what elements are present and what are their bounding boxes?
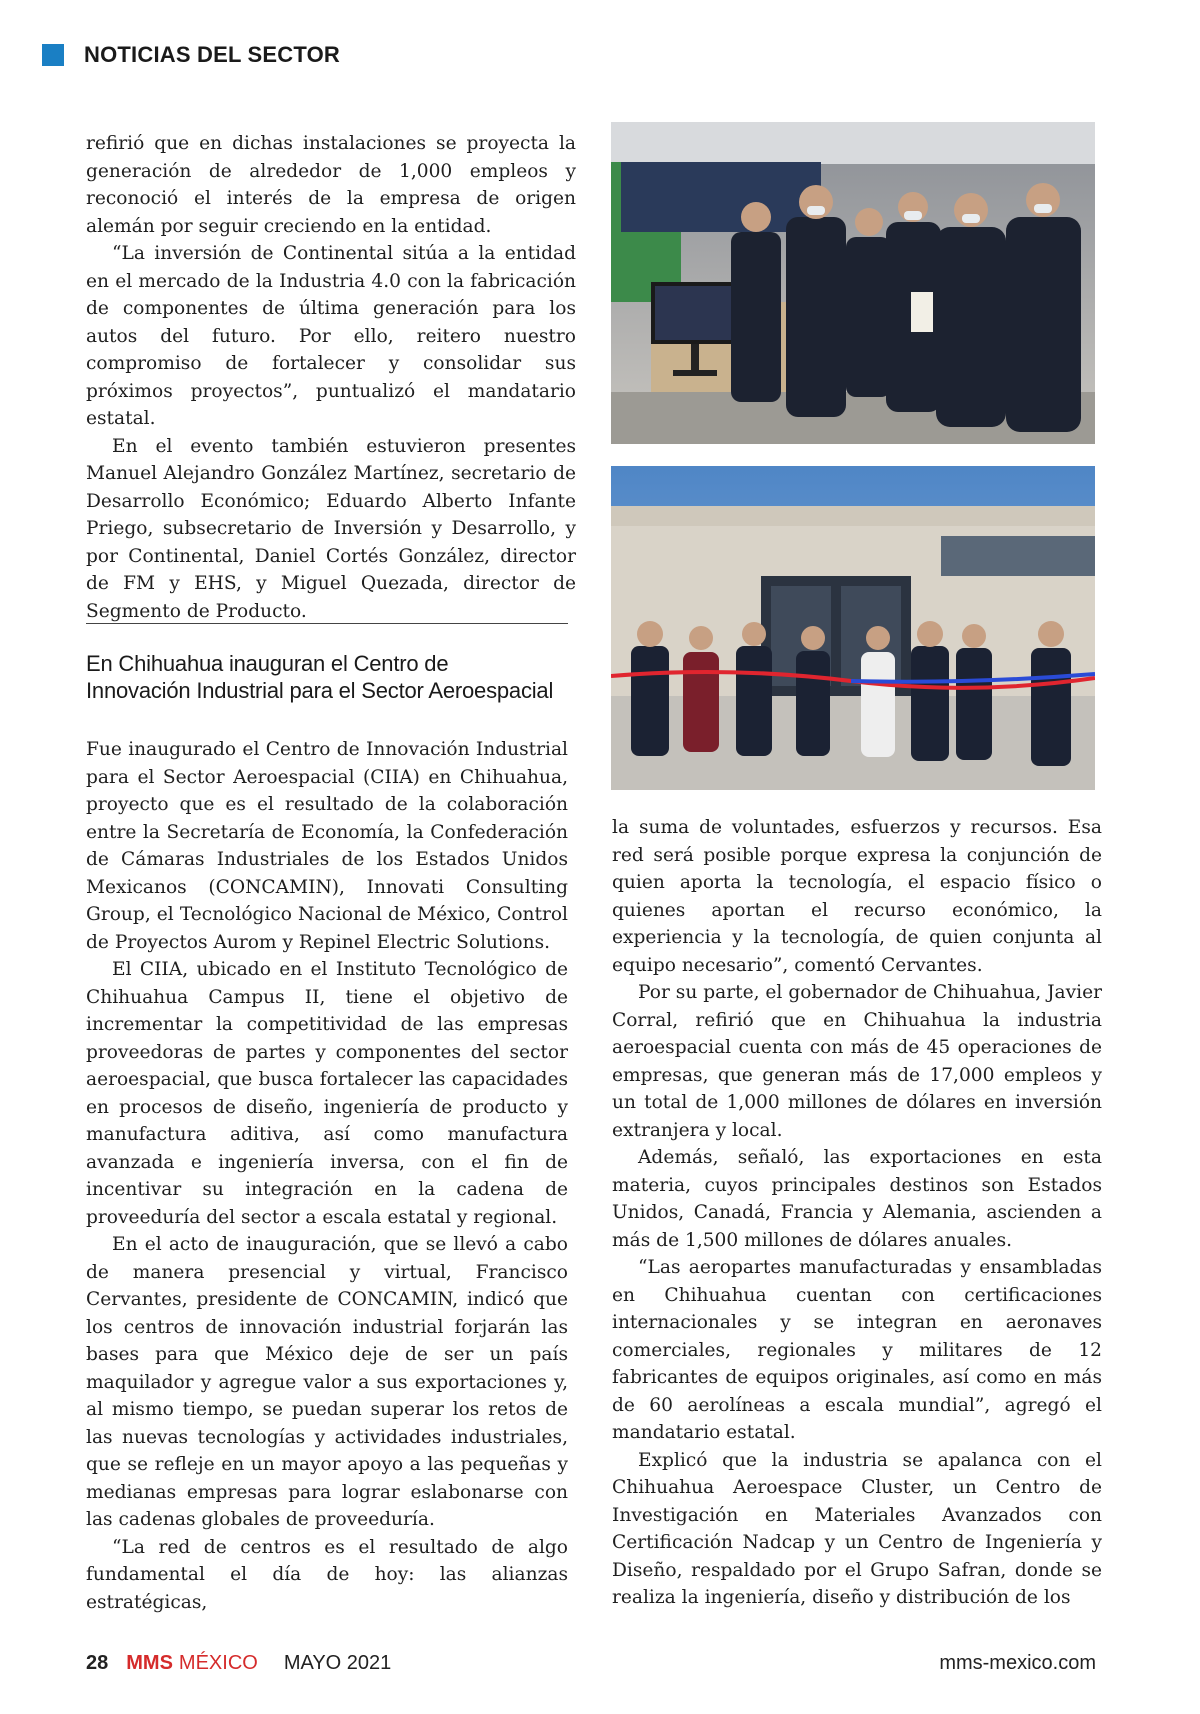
paragraph: Además, señaló, las exportaciones en esta materia, cuyos principales destinos son Estados Unidos, Canadá, Francia y Alemania, ascienden a más de 1,500 millones de dólares anuales. (612, 1147, 1102, 1251)
article-body-left (86, 736, 568, 1616)
site-url[interactable]: mms-mexico.com (939, 1651, 1096, 1674)
paragraph: Explicó que la industria se apalanca con el Chihuahua Aeroespace Cluster, un Centro de Investigación en Materiales Avanzados con Certificación Nadcap y un Centro de Ingeniería y Diseño, respaldado por el Grupo Safran, donde se realiza la ingeniería, diseño y distribución de los (612, 1449, 1102, 1608)
brand-mms: MMS (126, 1651, 173, 1674)
page-footer (86, 1648, 1096, 1678)
photo-officials-at-workstation (611, 122, 1095, 444)
paragraph: En el evento también estuvieron presentes Manuel Alejandro González Martínez, secretario de Desarrollo Económico; Eduardo Alberto Infante Priego, subsecretario de Inversión y Desarrollo, y por Continental, Daniel Cortés González, director de FM y EHS, y Miguel Quezada, director de Segmento de Producto. (86, 435, 576, 622)
article-divider (86, 623, 568, 624)
paragraph: “La inversión de Continental sitúa a la entidad en el mercado de la Industria 4.0 con la fabricación de componentes de última generación para los autos del futuro. Por ello, reitero nuestro compromiso de fortalecer y consolidar sus próximos proyectos”, puntualizó el mandatario estatal. (86, 243, 576, 429)
issue-date: MAYO 2021 (283, 1651, 392, 1674)
paragraph: “La red de centros es el resultado de algo fundamental el día de hoy: las alianzas estratégicas, (86, 1536, 568, 1613)
paragraph: Por su parte, el gobernador de Chihuahua, Javier Corral, refirió que en Chihuahua la industria aeroespacial cuenta con más de 45 operaciones de empresas, que generan más de 17,000 empleos y un total de 1,000 millones de dólares en inversión extranjera y local. (612, 982, 1102, 1141)
previous-article-continuation (86, 130, 576, 625)
paragraph: refirió que en dichas instalaciones se proyecta la generación de alrededor de 1,000 empleos y reconoció el interés de la empresa de origen alemán por seguir creciendo en la entidad. (86, 133, 576, 237)
paragraph: la suma de voluntades, esfuerzos y recursos. Esa red será posible porque expresa la conjunción de quien aporta la tecnología, el espacio físico o quienes aportan el recurso económico, la experiencia y la tecnología, de quien conjunta al equipo necesario”, comentó Cervantes. (612, 817, 1102, 976)
square-marker-icon (42, 44, 64, 66)
section-title: NOTICIAS DEL SECTOR (84, 42, 341, 67)
article-headline: En Chihuahua inauguran el Centro de Innovación Industrial para el Sector Aeroespacial (86, 651, 554, 703)
section-header (42, 40, 340, 70)
photo-ribbon-cutting (611, 466, 1095, 790)
paragraph: “Las aeropartes manufacturadas y ensambladas en Chihuahua cuentan con certificaciones internacionales y se integran en aeronaves comerciales, regionales y militares de 12 fabricantes de equipos originales, así como en más de 60 aerolíneas a escala mundial”, agregó el mandatario estatal. (612, 1257, 1102, 1443)
paragraph: En el acto de inauguración, que se llevó a cabo de manera presencial y virtual, Francisco Cervantes, presidente de CONCAMIN, indicó que los centros de innovación industrial forjarán las bases para que México deje de ser un país maquilador y agregue valor a sus exportaciones y, al mismo tiempo, se puedan superar los retos de las nuevas tecnologías y actividades industriales, que se refleje en un mayor apoyo a las pequeñas y medianas empresas para lograr eslabonarse con las cadenas globales de proveeduría. (86, 1234, 568, 1530)
article-body-right (612, 814, 1102, 1612)
brand-mexico: MÉXICO (178, 1651, 258, 1674)
paragraph: Fue inaugurado el Centro de Innovación Industrial para el Sector Aeroespacial (CIIA) en Chihuahua, proyecto que es el resultado de la colaboración entre la Secretaría de Economía, la Confederación de Cámaras Industriales de los Estados Unidos Mexicanos (CONCAMIN), Innovati Consulting Group, el Tecnológico Nacional de México, Control de Proyectos Aurom y Repinel Electric Solutions. (86, 739, 568, 953)
paragraph: El CIIA, ubicado en el Instituto Tecnológico de Chihuahua Campus II, tiene el objetivo de incrementar la competitividad de las empresas proveedoras de partes y componentes del sector aeroespacial, que busca fortalecer las capacidades en procesos de diseño, ingeniería de producto y manufactura aditiva, así como manufactura avanzada e ingeniería inversa, con el fin de incentivar su integración en la cadena de proveeduría del sector a escala estatal y regional. (86, 959, 568, 1228)
page-number: 28 (86, 1651, 109, 1674)
